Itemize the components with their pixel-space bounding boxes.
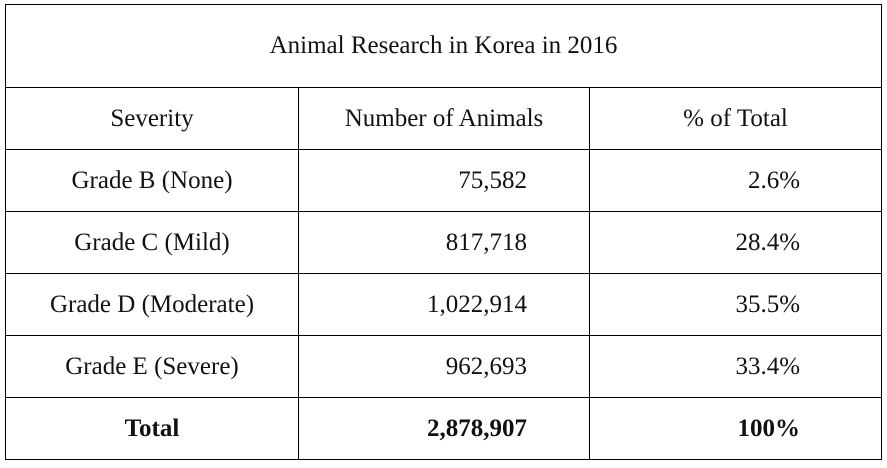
percent-cell: 28.4% <box>590 212 882 274</box>
total-number: 2,878,907 <box>299 398 590 460</box>
percent-cell: 35.5% <box>590 274 882 336</box>
header-severity: Severity <box>6 88 299 150</box>
header-number-of-animals: Number of Animals <box>299 88 590 150</box>
table-row <box>6 150 882 212</box>
number-cell: 75,582 <box>299 150 590 212</box>
number-cell: 1,022,914 <box>299 274 590 336</box>
severity-cell: Grade C (Mild) <box>6 212 299 274</box>
table-header-row <box>6 88 882 150</box>
table-title: Animal Research in Korea in 2016 <box>6 5 882 88</box>
total-row <box>6 398 882 460</box>
number-cell: 817,718 <box>299 212 590 274</box>
header-percent-of-total: % of Total <box>590 88 882 150</box>
table-row <box>6 212 882 274</box>
severity-cell: Grade D (Moderate) <box>6 274 299 336</box>
total-percent: 100% <box>590 398 882 460</box>
severity-cell: Grade B (None) <box>6 150 299 212</box>
total-label: Total <box>6 398 299 460</box>
percent-cell: 2.6% <box>590 150 882 212</box>
severity-cell: Grade E (Severe) <box>6 336 299 398</box>
number-cell: 962,693 <box>299 336 590 398</box>
animal-research-table <box>5 4 882 460</box>
table-title-row <box>6 5 882 88</box>
table-row <box>6 274 882 336</box>
percent-cell: 33.4% <box>590 336 882 398</box>
table-row <box>6 336 882 398</box>
